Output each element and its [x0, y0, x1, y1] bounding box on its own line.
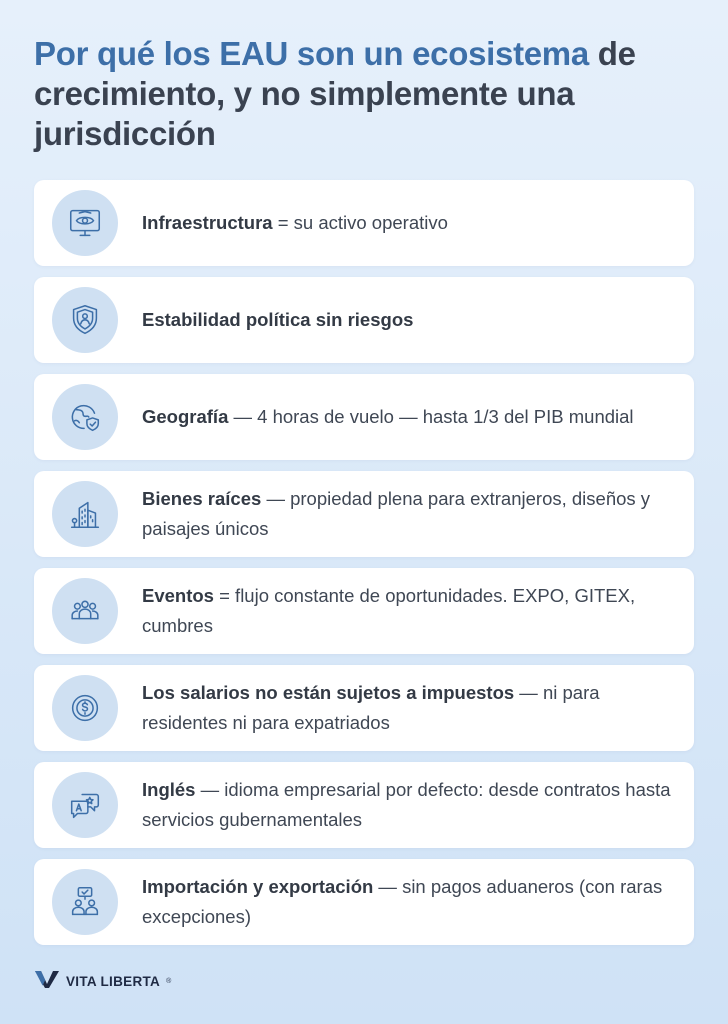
shield-person-icon	[52, 287, 118, 353]
footer-brand	[34, 968, 171, 995]
item-bold: Estabilidad política sin riesgos	[142, 309, 414, 330]
dollar-coin-icon	[52, 675, 118, 741]
card-stability	[34, 277, 694, 363]
item-bold: Bienes raíces	[142, 488, 262, 509]
item-bold: Inglés	[142, 779, 196, 800]
card-english	[34, 762, 694, 848]
card-geography	[34, 374, 694, 460]
item-bold: Infraestructura	[142, 212, 273, 233]
title-rest: de crecimiento, y no simplemente una jurisdicción	[34, 35, 636, 152]
globe-shield-icon	[52, 384, 118, 450]
item-bold: Eventos	[142, 585, 214, 606]
page-title	[34, 34, 694, 154]
vita-liberta-logo-icon	[34, 968, 60, 995]
item-bold: Los salarios no están sujetos a impuestos	[142, 682, 515, 703]
item-text: — propiedad plena para extranjeros, diseños y paisajes únicos	[142, 488, 651, 539]
card-real-estate	[34, 471, 694, 557]
item-text: — 4 horas de vuelo — hasta 1/3 del PIB mundial	[228, 406, 634, 427]
item-text: = flujo constante de oportunidades. EXPO, GITEX, cumbres	[142, 585, 636, 636]
card-import-export	[34, 859, 694, 945]
people-group-icon	[52, 578, 118, 644]
registered-mark: ®	[166, 978, 172, 985]
card-events	[34, 568, 694, 654]
monitor-eye-icon	[52, 190, 118, 256]
item-bold: Geografía	[142, 406, 229, 427]
card-infrastructure	[34, 180, 694, 266]
buildings-icon	[52, 481, 118, 547]
brand-name: VITA LIBERTA	[66, 974, 161, 989]
people-exchange-icon	[52, 869, 118, 935]
title-accent: Por qué los EAU son un ecosistema	[34, 35, 589, 72]
item-text: — ni para residentes ni para expatriados	[142, 682, 600, 733]
translate-icon	[52, 772, 118, 838]
item-bold: Importación y exportación	[142, 876, 374, 897]
item-text: — sin pagos aduaneros (con raras excepciones)	[142, 876, 663, 927]
card-salaries	[34, 665, 694, 751]
item-text: — idioma empresarial por defecto: desde contratos hasta servicios gubernamentales	[142, 779, 671, 830]
item-text: = su activo operativo	[272, 212, 448, 233]
